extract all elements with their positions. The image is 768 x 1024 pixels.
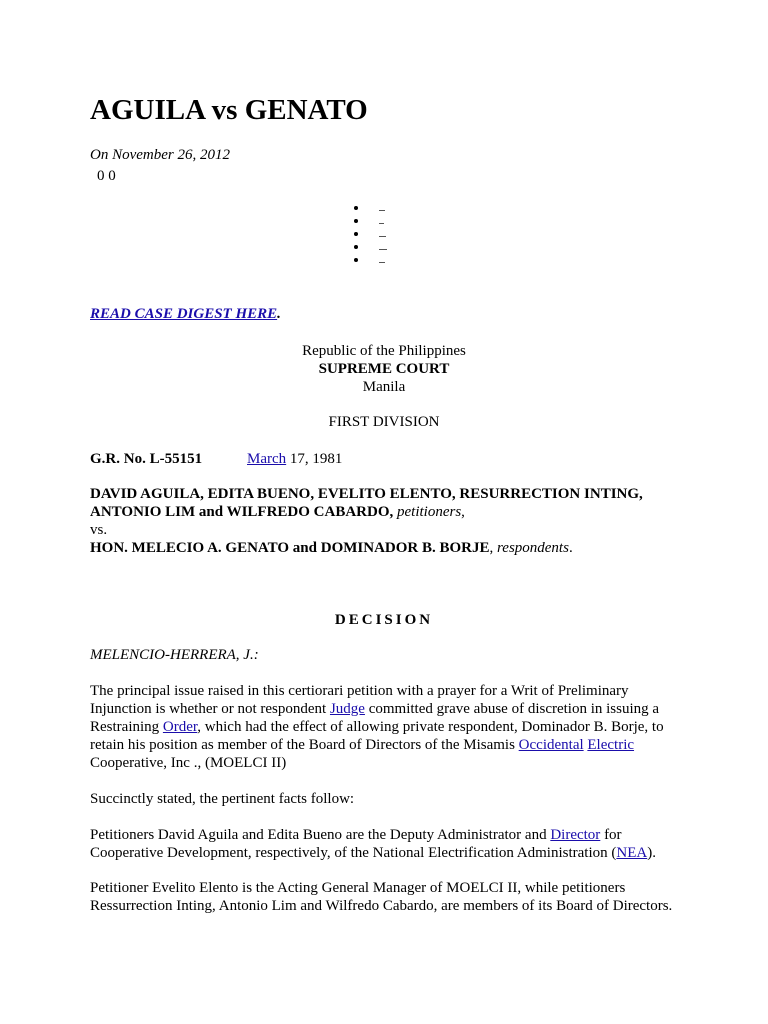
court-header [90, 342, 678, 396]
page-title: AGUILA vs GENATO [90, 94, 368, 126]
bullet-icon [354, 258, 358, 262]
share-icon[interactable] [379, 210, 385, 211]
share-icon[interactable] [379, 249, 387, 250]
parties-block [90, 485, 690, 557]
inline-link[interactable]: Electric [587, 737, 635, 753]
court-name: SUPREME COURT [318, 361, 450, 377]
paragraph-facts-intro [90, 790, 690, 808]
gr-number: G.R. No. L-55151 [90, 451, 203, 467]
paragraph-text: for Cooperative Development, respectively, of the National Electrification Administration ( [90, 827, 622, 861]
paragraph-petitioners-nea [90, 826, 690, 862]
petitioners-line [90, 485, 690, 521]
inline-link[interactable]: NEA [616, 845, 648, 861]
share-icon[interactable] [379, 223, 384, 224]
paragraph-text: committed grave abuse of discretion in issuing a Restraining [90, 701, 660, 735]
bullet-icon [354, 232, 358, 236]
inline-link[interactable]: Order [162, 719, 198, 735]
petitioners-punct: , [461, 504, 465, 520]
paragraph-text: The principal issue raised in this certiorari petition with a prayer for a Writ of Preliminary Injunction is whether or not respondent [90, 683, 629, 717]
case-digest-line [90, 305, 281, 323]
paragraph-text: , which had the effect of allowing private respondent, Dominador B. Borje, to retain his position as member of the Board of Directors of the Misamis [90, 719, 664, 753]
case-digest-period: . [277, 306, 281, 322]
inline-link[interactable]: Judge [329, 701, 365, 717]
inline-link[interactable]: Occidental [518, 737, 584, 753]
month-link[interactable]: March [247, 451, 287, 467]
respondents-line [90, 539, 690, 557]
share-icon[interactable] [379, 262, 385, 263]
respondents-role: respondents [497, 540, 569, 556]
republic-line: Republic of the Philippines [302, 343, 466, 359]
respondents-punct: . [568, 540, 573, 556]
case-digest-link[interactable]: READ CASE DIGEST HERE [90, 306, 278, 322]
paragraph-text: ). [647, 845, 656, 861]
paragraph-text: Petitioners David Aguila and Edita Bueno are the Deputy Administrator and [90, 827, 551, 843]
share-icon[interactable] [379, 236, 386, 237]
respondents-sep: , [489, 540, 497, 556]
inline-link[interactable]: Director [550, 827, 601, 843]
post-date: On November 26, 2012 [90, 147, 230, 163]
petitioners-role: petitioners [397, 504, 462, 520]
paragraph-text: Cooperative, Inc ., (MOELCI II) [90, 755, 287, 771]
share-counts: 0 0 [97, 168, 116, 184]
petitioners-names: DAVID AGUILA, EDITA BUENO, EVELITO ELENTO, RESURRECTION INTING, ANTONIO LIM and WILFREDO CABARDO, [90, 486, 643, 520]
paragraph-text: Petitioner Evelito Elento is the Acting General Manager of MOELCI II, while petitioners Ressurrection Inting, Antonio Lim and Wilfredo Cabardo, are members of its Board of Directors. [90, 880, 673, 914]
paragraph-principal-issue [90, 682, 690, 772]
division-label: FIRST DIVISION [328, 414, 440, 430]
bullet-icon [354, 219, 358, 223]
versus-label: vs. [90, 522, 108, 538]
gr-number-line [90, 450, 343, 468]
paragraph-petitioner-elento [90, 879, 690, 915]
respondents-names: HON. MELECIO A. GENATO and DOMINADOR B. BORJE [90, 540, 490, 556]
bullet-icon [354, 206, 358, 210]
court-city: Manila [362, 379, 406, 395]
decision-heading: DECISION [334, 612, 434, 628]
bullet-icon [354, 245, 358, 249]
ponente: MELENCIO-HERRERA, J.: [90, 647, 259, 663]
decision-date-rest: 17, 1981 [286, 451, 343, 467]
decision-date [247, 450, 342, 468]
paragraph-text: Succinctly stated, the pertinent facts follow: [90, 791, 355, 807]
